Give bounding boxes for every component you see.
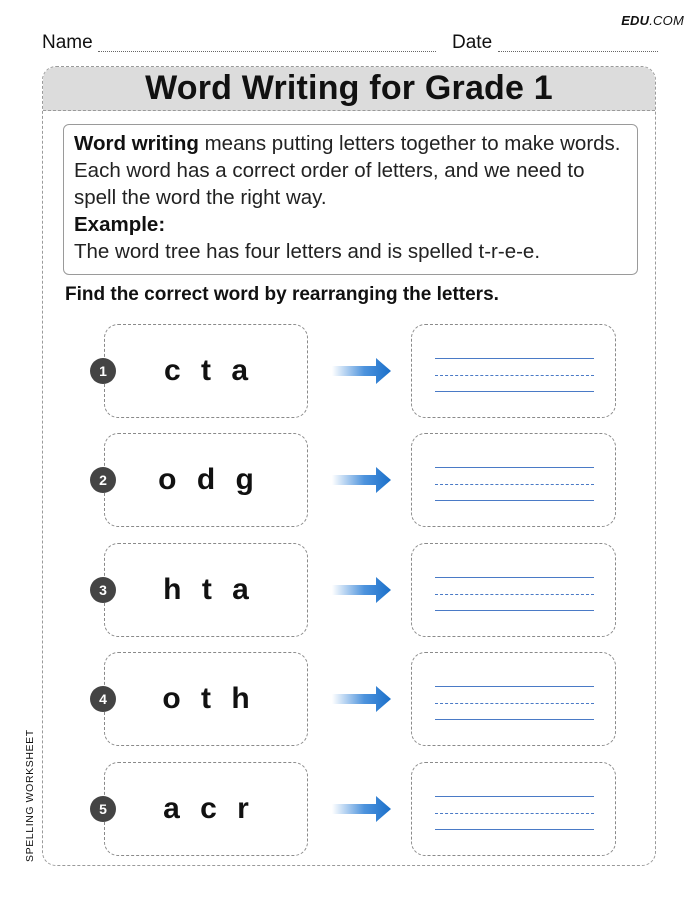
right-arrow-icon <box>332 466 392 494</box>
question-number-badge: 4 <box>90 686 116 712</box>
brand-logo: EDU.COM <box>621 13 684 28</box>
scrambled-letters-box <box>104 433 308 527</box>
right-arrow-icon <box>332 576 392 604</box>
scrambled-letters-box <box>104 652 308 746</box>
writing-line-top <box>435 796 594 797</box>
question-number-badge: 5 <box>90 796 116 822</box>
writing-line-middle <box>435 484 594 485</box>
example-text: The word tree has four letters and is spelled t-r-e-e. <box>74 240 541 263</box>
answer-box[interactable] <box>411 433 616 527</box>
worksheet-frame <box>42 66 656 866</box>
writing-line-bottom <box>435 719 594 720</box>
right-arrow-icon <box>332 357 392 385</box>
writing-line-middle <box>435 594 594 595</box>
scrambled-letters: o t h <box>162 682 256 715</box>
writing-line-middle <box>435 703 594 704</box>
question-number-badge: 3 <box>90 577 116 603</box>
writing-line-top <box>435 686 594 687</box>
name-label: Name <box>42 32 93 53</box>
answer-box[interactable] <box>411 652 616 746</box>
name-date-row <box>42 32 658 54</box>
scrambled-letters-box <box>104 324 308 418</box>
question-number-badge: 1 <box>90 358 116 384</box>
question-row <box>43 652 657 746</box>
scrambled-letters: h t a <box>163 573 255 606</box>
scrambled-letters: c t a <box>163 354 255 387</box>
date-label: Date <box>452 32 493 53</box>
answer-box[interactable] <box>411 324 616 418</box>
answer-box[interactable] <box>411 543 616 637</box>
definition-text <box>74 130 627 211</box>
writing-line-middle <box>435 813 594 814</box>
writing-line-top <box>435 467 594 468</box>
page-title: Word Writing for Grade 1 <box>145 69 553 107</box>
side-label: SPELLING WORKSHEET <box>24 729 36 862</box>
scrambled-letters-box <box>104 543 308 637</box>
scrambled-letters: a c r <box>163 792 255 825</box>
writing-line-bottom <box>435 500 594 501</box>
writing-line-middle <box>435 375 594 376</box>
intro-box <box>63 124 638 275</box>
scrambled-letters: o d g <box>158 463 260 496</box>
question-number-badge: 2 <box>90 467 116 493</box>
question-row <box>43 433 657 527</box>
definition-rest: means putting letters together to make words. Each word has a correct order of letters, and we need to spell the word the right way. <box>74 132 621 209</box>
question-row <box>43 543 657 637</box>
example-label: Example: <box>74 213 166 236</box>
date-line[interactable] <box>498 51 658 52</box>
scrambled-letters-box <box>104 762 308 856</box>
right-arrow-icon <box>332 795 392 823</box>
writing-line-bottom <box>435 829 594 830</box>
question-row <box>43 762 657 856</box>
writing-line-bottom <box>435 391 594 392</box>
right-arrow-icon <box>332 685 392 713</box>
writing-line-top <box>435 577 594 578</box>
writing-line-top <box>435 358 594 359</box>
name-line[interactable] <box>98 51 436 52</box>
writing-line-bottom <box>435 610 594 611</box>
definition-term: Word writing <box>74 132 199 155</box>
instruction-text: Find the correct word by rearranging the letters. <box>65 284 499 305</box>
title-bar <box>43 67 655 111</box>
question-row <box>43 324 657 418</box>
answer-box[interactable] <box>411 762 616 856</box>
